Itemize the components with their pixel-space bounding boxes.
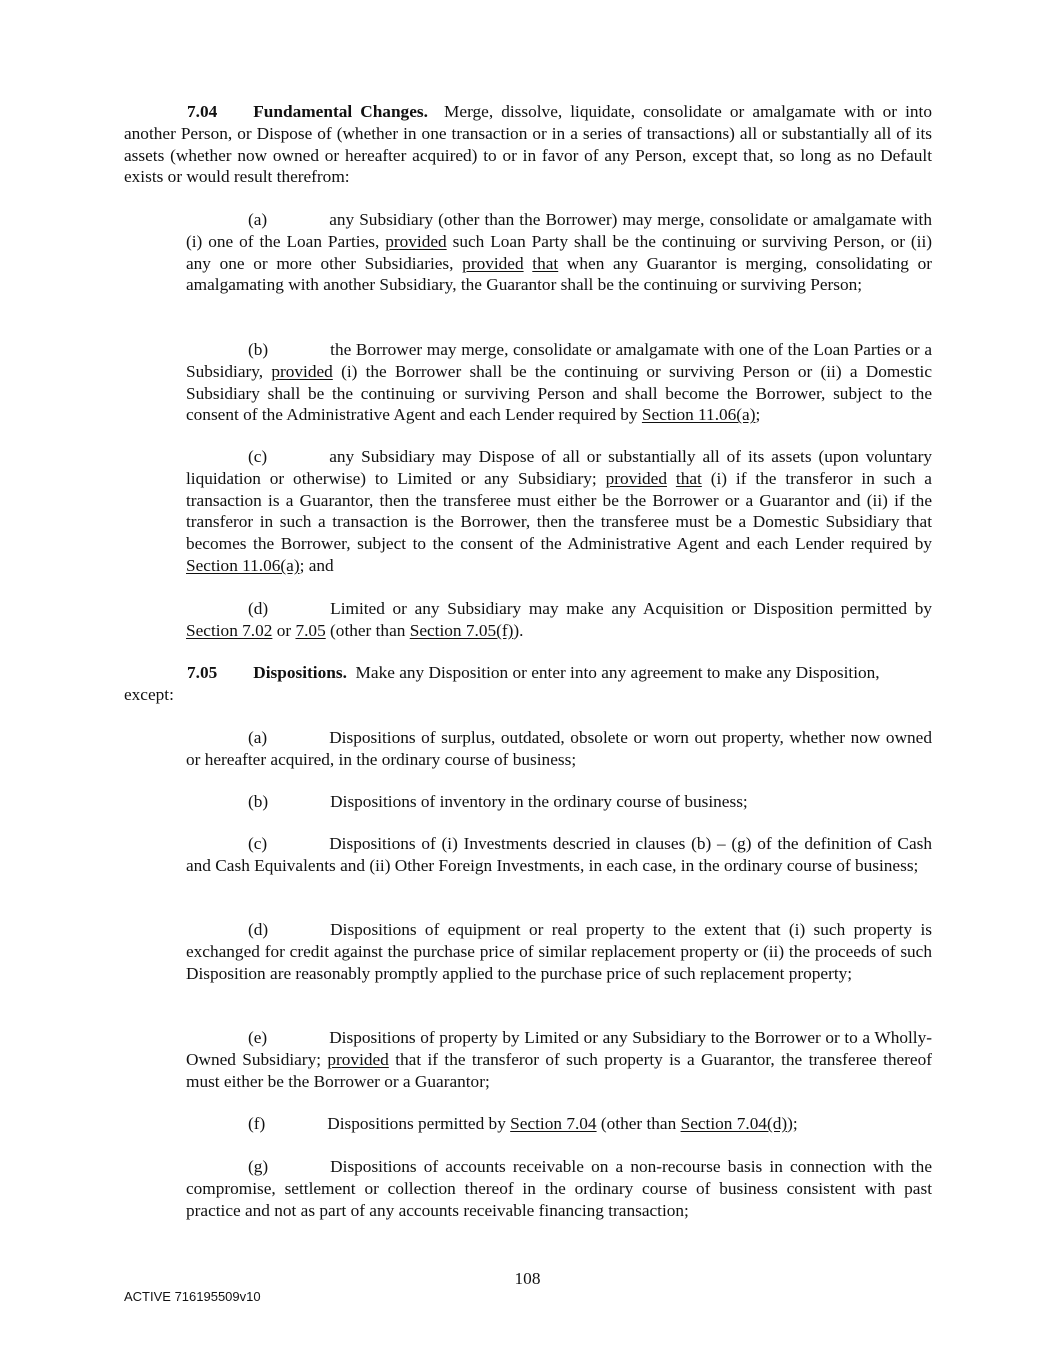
- section-reference: Section 7.05(f): [409, 620, 514, 640]
- clause-7-05-f: (f) Dispositions permitted by Section 7.04 (other than Section 7.04(d));: [248, 1114, 798, 1133]
- clause-label: (b): [248, 340, 269, 359]
- defined-term: that: [675, 468, 702, 488]
- clause-label: (b): [248, 792, 269, 811]
- clause-7-05-b: (b) Dispositions of inventory in the ordinary course of business;: [248, 792, 748, 811]
- clause-label: (a): [248, 728, 268, 747]
- clause-label: (c): [248, 834, 268, 853]
- defined-term: provided: [327, 1049, 389, 1069]
- clause-label: (c): [248, 447, 268, 466]
- clause-7-05-g: (g) Dispositions of accounts receivable on a non-recourse basis in connection with the compromise, settlement or collection thereof in the ordinary course of business consistent with past practice and not as part of any accounts receivable financing transaction;: [186, 1157, 932, 1220]
- section-text: Merge, dissolve, liquidate, consolidate or amalgamate with or into another Person, or Dispose of (whether in one transaction or in a series of transactions) all or substantially all of its assets (whether now owned or hereafter acquired) to or in favor of any Person, except that, so long as no Default exists or would result therefrom:: [124, 102, 932, 187]
- section-title: Dispositions.: [253, 663, 347, 682]
- clause-7-04-b: (b) the Borrower may merge, consolidate or amalgamate with one of the Loan Parties or a Subsidiary, provided (i) the Borrower shall be the continuing or surviving Person or (ii) a Domestic Subsidiary shall be the continuing or surviving Person and shall become the Borrower, subject to the consent of the Administrative Agent and each Lender required by Section 11.06(a);: [186, 340, 932, 425]
- clause-7-04-c: (c) any Subsidiary may Dispose of all or substantially all of its assets (upon voluntary liquidation or otherwise) to Limited or any Subsidiary; provided that (i) if the transferor in such a transaction is a Guarantor, then the transferee must either be the Borrower or a Guarantor and (ii) if the transferor in such a transaction is the Borrower, then the transferee must be a Domestic Subsidiary that becomes the Borrower, subject to the consent of the Administrative Agent and each Lender required by Section 11.06(a); and: [186, 447, 932, 575]
- section-number: 7.05: [187, 663, 218, 682]
- defined-term: provided: [605, 468, 667, 488]
- defined-term: that: [532, 253, 559, 273]
- clause-label: (e): [248, 1028, 268, 1047]
- clause-label: (f): [248, 1114, 266, 1133]
- clause-7-05-e: (e) Dispositions of property by Limited or any Subsidiary to the Borrower or to a Wholly-Owned Subsidiary; provided that if the transferor of such property is a Guarantor, the transferee thereof must either be the Borrower or a Guarantor;: [186, 1028, 932, 1091]
- clause-7-05-c: (c) Dispositions of (i) Investments descried in clauses (b) – (g) of the definition of Cash and Cash Equivalents and (ii) Other Foreign Investments, in each case, in the ordinary course of business;: [186, 834, 932, 875]
- section-number: 7.04: [187, 102, 218, 121]
- defined-term: provided: [271, 361, 333, 381]
- clause-7-05-a: (a) Dispositions of surplus, outdated, obsolete or worn out property, whether now owned or hereafter acquired, in the ordinary course of business;: [186, 728, 932, 769]
- clause-label: (a): [248, 210, 268, 229]
- section-reference: 7.05: [295, 620, 326, 640]
- section-reference: Section 11.06(a): [186, 555, 300, 575]
- clause-label: (d): [248, 920, 269, 939]
- defined-term: provided: [385, 231, 447, 251]
- document-id: ACTIVE 716195509v10: [124, 1289, 261, 1304]
- clause-label: (g): [248, 1157, 269, 1176]
- clause-7-05-d: (d) Dispositions of equipment or real property to the extent that (i) such property is exchanged for credit against the purchase price of similar replacement property or (ii) the proceeds of such Disposition are reasonably promptly applied to the purchase price of such replacement property;: [186, 920, 932, 983]
- section-title: Fundamental Changes.: [253, 102, 428, 121]
- section-reference: Section 7.02: [186, 620, 273, 640]
- section-7-05-paragraph: [124, 662, 932, 684]
- clause-label: (d): [248, 599, 269, 618]
- clause-7-04-d: (d) Limited or any Subsidiary may make any Acquisition or Disposition permitted by Section 7.02 or 7.05 (other than Section 7.05(f)).: [186, 599, 932, 640]
- section-except-text: except:: [124, 685, 174, 704]
- section-reference: Section 11.06(a): [641, 405, 756, 425]
- defined-term: provided: [462, 253, 524, 273]
- section-7-04-paragraph: [124, 101, 932, 188]
- section-reference: Section 7.04(d): [680, 1114, 788, 1133]
- clause-7-04-a: (a) any Subsidiary (other than the Borrower) may merge, consolidate or amalgamate with (i) one of the Loan Parties, provided such Loan Party shall be the continuing or surviving Person, or (ii) any one or more other Subsidiaries, provided that when any Guarantor is merging, consolidating or amalgamating with another Subsidiary, the Guarantor shall be the continuing or surviving Person;: [186, 210, 933, 295]
- page-number: 108: [514, 1269, 541, 1288]
- section-text: Make any Disposition or enter into any agreement to make any Disposition,: [355, 663, 880, 682]
- section-reference: Section 7.04: [510, 1114, 597, 1133]
